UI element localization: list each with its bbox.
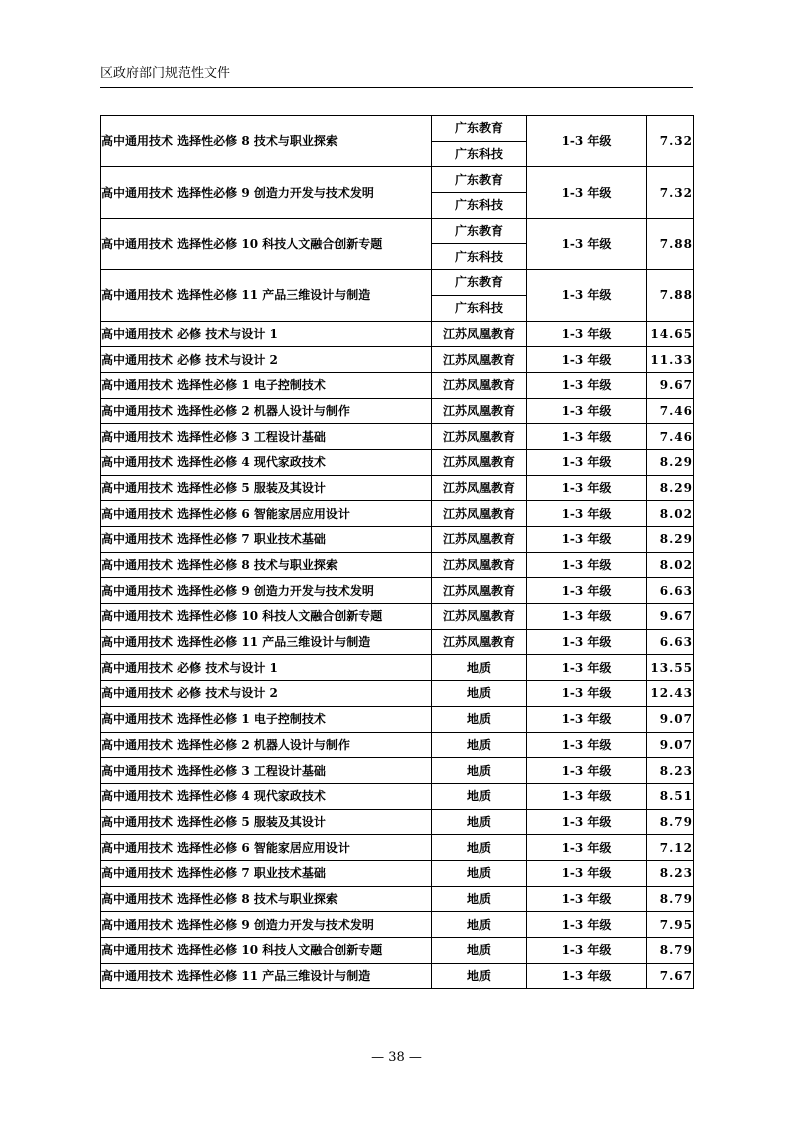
grade-cell: 1-3 年级 (527, 681, 647, 707)
book-title-cell: 高中通用技术 选择性必修 2 机器人设计与制作 (101, 398, 432, 424)
price-cell: 8.79 (647, 938, 694, 964)
price-cell: 7.95 (647, 912, 694, 938)
grade-cell: 1-3 年级 (527, 347, 647, 373)
book-title-cell: 高中通用技术 选择性必修 7 职业技术基础 (101, 527, 432, 553)
grade-cell: 1-3 年级 (527, 732, 647, 758)
grade-cell: 1-3 年级 (527, 501, 647, 527)
publisher-cell: 地质 (432, 912, 527, 938)
publisher-cell: 地质 (432, 809, 527, 835)
table-row (101, 167, 694, 193)
price-cell: 8.29 (647, 449, 694, 475)
grade-cell: 1-3 年级 (527, 938, 647, 964)
price-cell: 8.79 (647, 809, 694, 835)
book-title-cell: 高中通用技术 选择性必修 4 现代家政技术 (101, 449, 432, 475)
publisher-cell: 江苏凤凰教育 (432, 424, 527, 450)
table-row (101, 835, 694, 861)
table-row (101, 552, 694, 578)
book-title-cell: 高中通用技术 选择性必修 9 创造力开发与技术发明 (101, 578, 432, 604)
table-row (101, 398, 694, 424)
grade-cell: 1-3 年级 (527, 706, 647, 732)
price-cell: 7.12 (647, 835, 694, 861)
table-row (101, 732, 694, 758)
publisher-cell: 江苏凤凰教育 (432, 527, 527, 553)
price-cell: 8.51 (647, 783, 694, 809)
price-cell: 8.29 (647, 475, 694, 501)
price-cell: 7.46 (647, 424, 694, 450)
publisher-cell: 广东科技 (432, 141, 527, 167)
price-cell: 12.43 (647, 681, 694, 707)
publisher-cell: 地质 (432, 860, 527, 886)
header-divider (100, 87, 693, 88)
publisher-cell: 地质 (432, 963, 527, 989)
book-title-cell: 高中通用技术 选择性必修 6 智能家居应用设计 (101, 835, 432, 861)
table-row (101, 218, 694, 244)
price-cell: 13.55 (647, 655, 694, 681)
price-cell: 6.63 (647, 578, 694, 604)
publisher-cell: 地质 (432, 783, 527, 809)
page-number: — 38 — (371, 1050, 422, 1065)
price-cell: 8.79 (647, 886, 694, 912)
table-row (101, 449, 694, 475)
book-title-cell: 高中通用技术 必修 技术与设计 2 (101, 347, 432, 373)
publisher-cell: 广东教育 (432, 167, 527, 193)
book-title-cell: 高中通用技术 选择性必修 5 服装及其设计 (101, 475, 432, 501)
grade-cell: 1-3 年级 (527, 629, 647, 655)
price-cell: 6.63 (647, 629, 694, 655)
publisher-cell: 地质 (432, 706, 527, 732)
book-title-cell: 高中通用技术 选择性必修 9 创造力开发与技术发明 (101, 167, 432, 218)
publisher-cell: 江苏凤凰教育 (432, 629, 527, 655)
table-row (101, 347, 694, 373)
table-row (101, 321, 694, 347)
table-row (101, 655, 694, 681)
price-cell: 11.33 (647, 347, 694, 373)
price-cell: 9.67 (647, 372, 694, 398)
book-title-cell: 高中通用技术 选择性必修 8 技术与职业探索 (101, 552, 432, 578)
grade-cell: 1-3 年级 (527, 527, 647, 553)
publisher-cell: 江苏凤凰教育 (432, 321, 527, 347)
price-cell: 14.65 (647, 321, 694, 347)
price-cell: 9.67 (647, 604, 694, 630)
book-title-cell: 高中通用技术 选择性必修 10 科技人文融合创新专题 (101, 938, 432, 964)
price-cell: 7.32 (647, 116, 694, 167)
grade-cell: 1-3 年级 (527, 578, 647, 604)
book-title-cell: 高中通用技术 选择性必修 5 服装及其设计 (101, 809, 432, 835)
publisher-cell: 地质 (432, 758, 527, 784)
book-title-cell: 高中通用技术 选择性必修 4 现代家政技术 (101, 783, 432, 809)
grade-cell: 1-3 年级 (527, 116, 647, 167)
publisher-cell: 江苏凤凰教育 (432, 449, 527, 475)
book-title-cell: 高中通用技术 必修 技术与设计 2 (101, 681, 432, 707)
book-title-cell: 高中通用技术 选择性必修 8 技术与职业探索 (101, 116, 432, 167)
grade-cell: 1-3 年级 (527, 963, 647, 989)
grade-cell: 1-3 年级 (527, 218, 647, 269)
price-cell: 8.23 (647, 758, 694, 784)
table-row (101, 938, 694, 964)
grade-cell: 1-3 年级 (527, 886, 647, 912)
grade-cell: 1-3 年级 (527, 912, 647, 938)
publisher-cell: 广东教育 (432, 218, 527, 244)
book-title-cell: 高中通用技术 选择性必修 1 电子控制技术 (101, 372, 432, 398)
book-title-cell: 高中通用技术 选择性必修 11 产品三维设计与制造 (101, 270, 432, 321)
grade-cell: 1-3 年级 (527, 783, 647, 809)
publisher-cell: 江苏凤凰教育 (432, 501, 527, 527)
publisher-cell: 地质 (432, 655, 527, 681)
publisher-cell: 广东科技 (432, 193, 527, 219)
publisher-cell: 江苏凤凰教育 (432, 398, 527, 424)
grade-cell: 1-3 年级 (527, 321, 647, 347)
table-row (101, 475, 694, 501)
table-row (101, 783, 694, 809)
price-cell: 8.29 (647, 527, 694, 553)
textbook-price-table (100, 115, 694, 989)
table-row (101, 372, 694, 398)
publisher-cell: 江苏凤凰教育 (432, 475, 527, 501)
book-title-cell: 高中通用技术 选择性必修 3 工程设计基础 (101, 758, 432, 784)
book-title-cell: 高中通用技术 必修 技术与设计 1 (101, 655, 432, 681)
book-title-cell: 高中通用技术 选择性必修 9 创造力开发与技术发明 (101, 912, 432, 938)
book-title-cell: 高中通用技术 选择性必修 2 机器人设计与制作 (101, 732, 432, 758)
book-title-cell: 高中通用技术 选择性必修 10 科技人文融合创新专题 (101, 604, 432, 630)
grade-cell: 1-3 年级 (527, 604, 647, 630)
grade-cell: 1-3 年级 (527, 860, 647, 886)
grade-cell: 1-3 年级 (527, 475, 647, 501)
grade-cell: 1-3 年级 (527, 372, 647, 398)
table-row (101, 578, 694, 604)
price-cell: 7.32 (647, 167, 694, 218)
table-row (101, 527, 694, 553)
publisher-cell: 江苏凤凰教育 (432, 552, 527, 578)
book-title-cell: 高中通用技术 选择性必修 7 职业技术基础 (101, 860, 432, 886)
table-row (101, 604, 694, 630)
publisher-cell: 地质 (432, 886, 527, 912)
price-cell: 7.46 (647, 398, 694, 424)
publisher-cell: 江苏凤凰教育 (432, 372, 527, 398)
grade-cell: 1-3 年级 (527, 835, 647, 861)
table-row (101, 501, 694, 527)
grade-cell: 1-3 年级 (527, 424, 647, 450)
book-title-cell: 高中通用技术 选择性必修 1 电子控制技术 (101, 706, 432, 732)
table-row (101, 860, 694, 886)
grade-cell: 1-3 年级 (527, 655, 647, 681)
table-row (101, 809, 694, 835)
publisher-cell: 地质 (432, 835, 527, 861)
price-cell: 8.02 (647, 501, 694, 527)
table-row (101, 681, 694, 707)
book-title-cell: 高中通用技术 选择性必修 11 产品三维设计与制造 (101, 963, 432, 989)
grade-cell: 1-3 年级 (527, 270, 647, 321)
price-cell: 9.07 (647, 706, 694, 732)
table-row (101, 629, 694, 655)
book-title-cell: 高中通用技术 选择性必修 3 工程设计基础 (101, 424, 432, 450)
grade-cell: 1-3 年级 (527, 758, 647, 784)
publisher-cell: 地质 (432, 732, 527, 758)
grade-cell: 1-3 年级 (527, 449, 647, 475)
price-cell: 7.88 (647, 218, 694, 269)
table-row (101, 270, 694, 296)
grade-cell: 1-3 年级 (527, 167, 647, 218)
price-cell: 7.88 (647, 270, 694, 321)
publisher-cell: 地质 (432, 681, 527, 707)
grade-cell: 1-3 年级 (527, 398, 647, 424)
publisher-cell: 广东科技 (432, 295, 527, 321)
publisher-cell: 江苏凤凰教育 (432, 578, 527, 604)
book-title-cell: 高中通用技术 选择性必修 6 智能家居应用设计 (101, 501, 432, 527)
book-title-cell: 高中通用技术 必修 技术与设计 1 (101, 321, 432, 347)
publisher-cell: 广东教育 (432, 270, 527, 296)
book-title-cell: 高中通用技术 选择性必修 8 技术与职业探索 (101, 886, 432, 912)
grade-cell: 1-3 年级 (527, 809, 647, 835)
price-cell: 8.02 (647, 552, 694, 578)
book-title-cell: 高中通用技术 选择性必修 11 产品三维设计与制造 (101, 629, 432, 655)
publisher-cell: 广东科技 (432, 244, 527, 270)
price-cell: 9.07 (647, 732, 694, 758)
table-row (101, 424, 694, 450)
publisher-cell: 江苏凤凰教育 (432, 604, 527, 630)
price-cell: 7.67 (647, 963, 694, 989)
publisher-cell: 地质 (432, 938, 527, 964)
publisher-cell: 广东教育 (432, 116, 527, 142)
book-title-cell: 高中通用技术 选择性必修 10 科技人文融合创新专题 (101, 218, 432, 269)
table-row (101, 963, 694, 989)
publisher-cell: 江苏凤凰教育 (432, 347, 527, 373)
table-row (101, 758, 694, 784)
table-row (101, 706, 694, 732)
page-header-title: 区政府部门规范性文件 (100, 66, 231, 81)
grade-cell: 1-3 年级 (527, 552, 647, 578)
table-row (101, 912, 694, 938)
price-cell: 8.23 (647, 860, 694, 886)
table-row (101, 116, 694, 142)
table-body (101, 116, 694, 989)
table-row (101, 886, 694, 912)
